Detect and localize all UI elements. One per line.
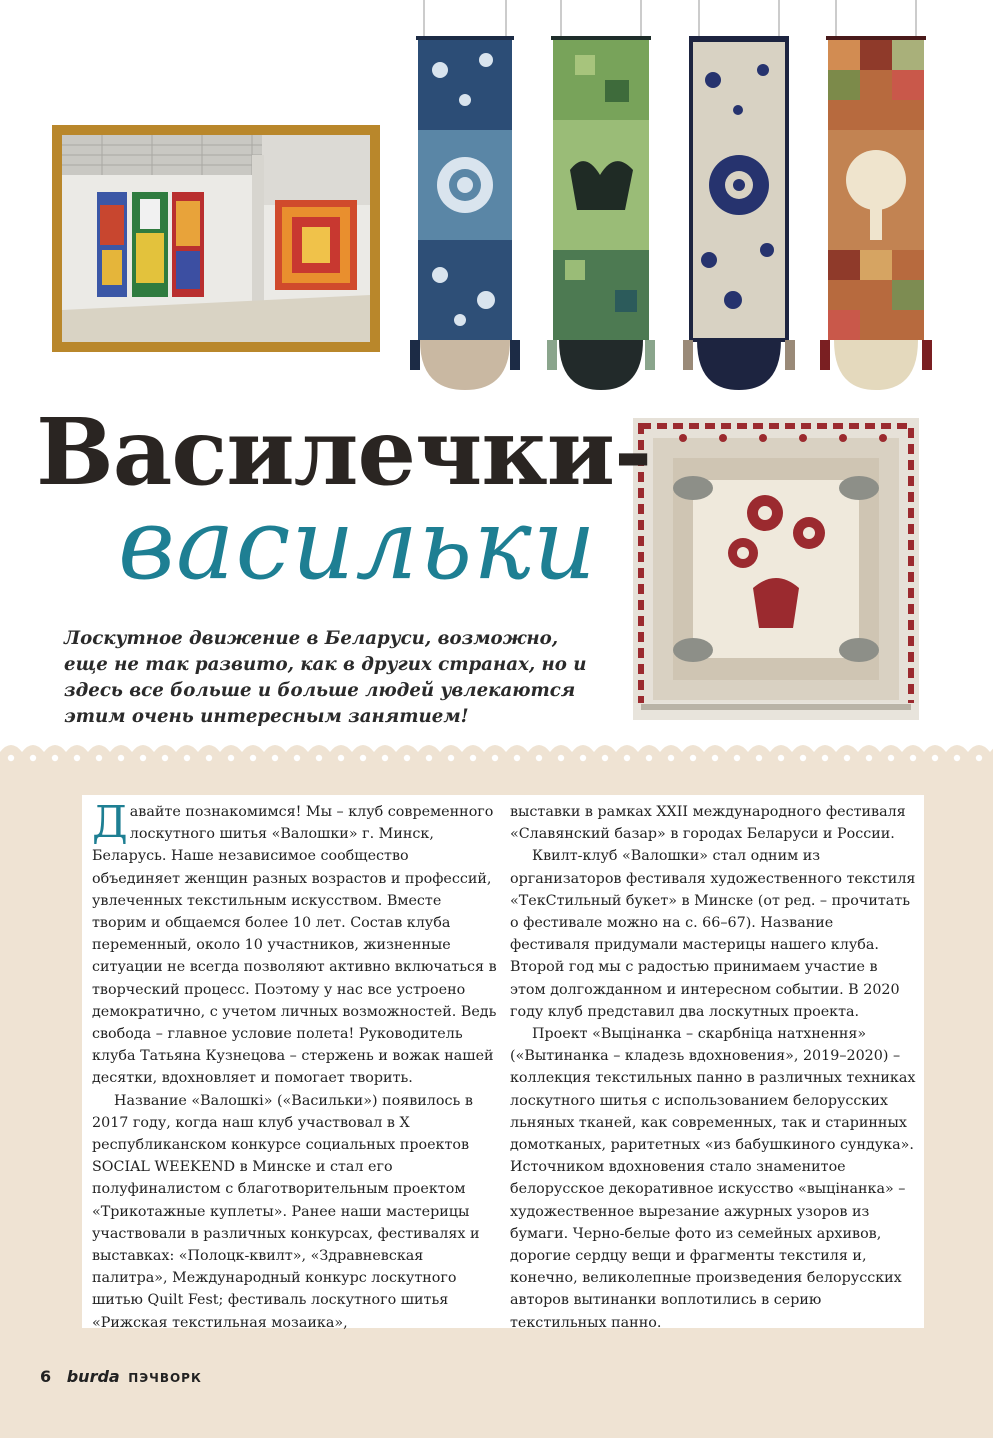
drop-cap: Д [92,797,128,848]
square-quilt-photo [633,418,919,720]
article-paragraph [510,801,916,845]
paragraph-text: выставки в рамках XXII международного фестиваля «Славянский базар» в городах Беларуси и России. [510,804,906,843]
hanging-panel-snowflakes [410,0,520,390]
article-paragraph [92,797,498,1090]
article-column-right [510,801,916,1334]
brand-logo: burda [66,1367,120,1386]
hanging-panel-tree [820,0,932,390]
hanging-panel-flowers [683,0,795,390]
paragraph-text: Квилт-клуб «Валошки» стал одним из организаторов фестиваля художественного текстиля «ТекСтильный букет» в Минске (от ред. – прочитать о фестивале можно на с. 66–67). Название фестиваля придумали мастерицы нашего клуба. Второй год мы с радостью принимаем участие в этом долгожданном и интересном событии. В 2020 году клуб представил два лоскутных проекта. [510,848,916,1020]
article-paragraph [510,1023,916,1334]
gallery-exhibition-photo [52,125,380,352]
hanging-panel-birds [545,0,657,390]
page-number: 6 [40,1367,52,1386]
paragraph-text: авайте познакомимся! Мы – клуб современного лоскутного шитья «Валошки» г. Минск, Беларусь. Наше независимое сообщество объединяет женщин разных возрастов и профессий, увлеченных текстильным искусством. Вместе творим и общаемся более 10 лет. Состав клуба переменный, около 10 участников, жизненные ситуации не всегда позволяют активно включаться в творческий процесс. Поэтому у нас все устроено демократично, с учетом личных возможностей. Ведь свобода – главное условие полета! Руководитель клуба Татьяна Кузнецова – стержень и вожак нашей десятки, вдохновляет и помогает творить. [92,804,497,1087]
headline-line-2: васильки [118,488,597,602]
page-footer [40,1367,202,1386]
article-column-left [92,797,498,1334]
brand-subtitle: ПЭЧВОРК [128,1371,202,1385]
paragraph-text: Проект «Выцінанка – скарбніца натхнення» («Вытинанка – кладезь вдохновения», 2019–2020) – коллекция текстильных панно в различных техниках лоскутного шитья с использованием белорусских льняных тканей, как современных, так и старинных домотканых, раритетных «из бабушкиного сундука». Источником вдохновения стало знаменитое белорусское декоративное искусство «выцінанка» – художественное вырезание ажурных узоров из бумаги. Черно-белые фото из семейных архивов, дорогие сердцу вещи и фрагменты текстиля и, конечно, великолепные произведения белорусских авторов вытинанки воплотились в серию текстильных панно. [510,1026,916,1331]
lead-paragraph [64,626,604,730]
article-paragraph [92,1090,498,1334]
headline-line-1: Василечки- [36,398,652,506]
scalloped-edge [0,738,993,766]
lead-text: Лоскутное движение в Беларуси, возможно, еще не так развито, как в других странах, но и здесь все больше и больше людей увлекаются этим очень интересным занятием! [64,628,587,727]
article-paragraph [510,845,916,1023]
paragraph-text: Название «Валошкі» («Васильки») появилось в 2017 году, когда наш клуб участвовал в X республиканском конкурсе социальных проектов SOCIAL WEEKEND в Минске и стал его полуфиналистом с благотворительным проектом «Трикотажные куплеты». Ранее наши мастерицы участвовали в различных конкурсах, фестивалях и выставках: «Полоцк-квилт», «Здравневская палитра», Международный конкурс лоскутного шитью Quilt Fest; фестиваль лоскутного шитья «Рижская текстильная мозаика», [92,1092,480,1331]
article-text-box [82,795,924,1331]
